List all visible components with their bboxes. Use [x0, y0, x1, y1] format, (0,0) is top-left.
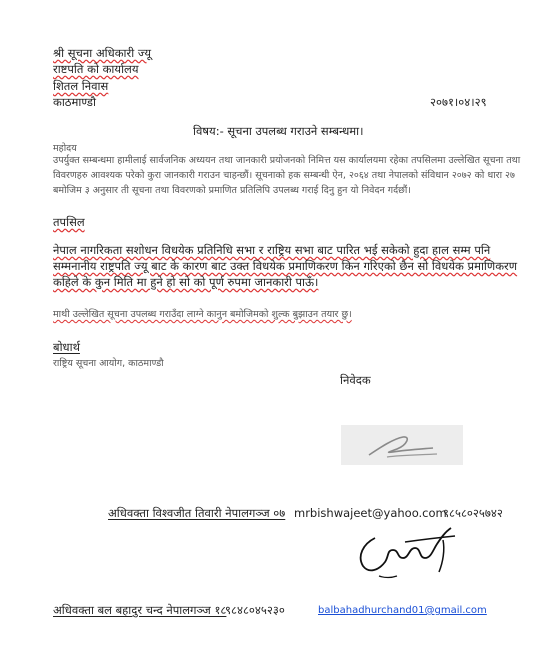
subject-line: विषय:- सूचना उपलब्ध गराउने सम्बन्धमा। — [193, 124, 364, 138]
signature-scribble-1 — [341, 425, 463, 465]
applicant-1-email[interactable]: mrbishwajeet@yahoo.com — [294, 506, 447, 520]
signature-image-1 — [341, 425, 463, 465]
applicant-2-name: अधिवक्ता बल बहादुर चन्द नेपालगञ्ज १८ — [53, 603, 227, 617]
letter-date: २०७१।०४।२९ — [430, 95, 487, 109]
body-paragraph-3: माथी उल्लेखित सूचना उपलब्ध गराउँदा लाग्ने कानुन बमोजिमको शुल्क बुझाउन तयार छु। — [53, 309, 352, 320]
salutation: महोदय — [53, 143, 77, 154]
nivedak-label: निवेदक — [340, 373, 371, 387]
recipient-line-1: श्री सूचना अधिकारी ज्यू — [53, 46, 152, 60]
applicant-2-phone: ९८४८०४५२३० — [225, 603, 285, 617]
recipient-line-4: काठमाण्डौ — [53, 95, 96, 109]
bodharth-line: राष्ट्रिय सूचना आयोग, काठमाण्डौ — [53, 358, 164, 369]
applicant-2-email-link[interactable]: balbahadhurchand01@gmail.com — [318, 605, 487, 616]
recipient-line-3: शितल निवास — [53, 79, 109, 93]
tapsil-heading: तपसिल — [53, 215, 85, 229]
body-paragraph-2: नेपाल नागरिकता सशोधन विधयेक प्रतिनिधि सभा र राष्ट्रिय सभा बाट पारित भई सकेको हुदा हाल सम्म पनि सम्मनानीय राष्ट्रपति ज्यू बाट के कारण बाट उक्त विधयेक प्रमाणिकरण किन गरिएको छैन सो विधयेक प्रमाणिकरण कहिले के कुन मिति मा हुने हो सो को पूर्ण रुपमा जानकारी पाऊँ। — [53, 243, 518, 289]
signature-handwritten-2 — [345, 520, 470, 582]
body-paragraph-1: उपर्युक्त सम्बन्धमा हामीलाई सार्वजनिक अध्ययन तथा जानकारी प्रयोजनको निमित्त यस कार्यालयमा रहेका तपसिलमा उल्लेखित सूचना तथा विवरणहरु आवश्यक परेको कुरा जानकारी गराउन चाहन्छौं। सूचनाको हक सम्बन्धी ऐन, २०६४ तथा नेपालको संविधान २०७२ को धारा २७ बमोजिम ३ अनुसार ती सूचना तथा विवरणको प्रमाणित प्रतिलिपि उपलब्ध गराई दिनु हुन यो निवेदन गर्दछौं। — [53, 155, 521, 196]
applicant-1-name: अधिवक्ता विश्वजीत तिवारी नेपालगञ्ज ०७ — [108, 506, 286, 520]
bodharth-heading: बोधार्थ — [53, 340, 80, 354]
recipient-line-2: राष्टपति को कार्यालय — [53, 62, 139, 76]
applicant-1-phone: ९८५८०२५७४२ — [443, 506, 503, 520]
